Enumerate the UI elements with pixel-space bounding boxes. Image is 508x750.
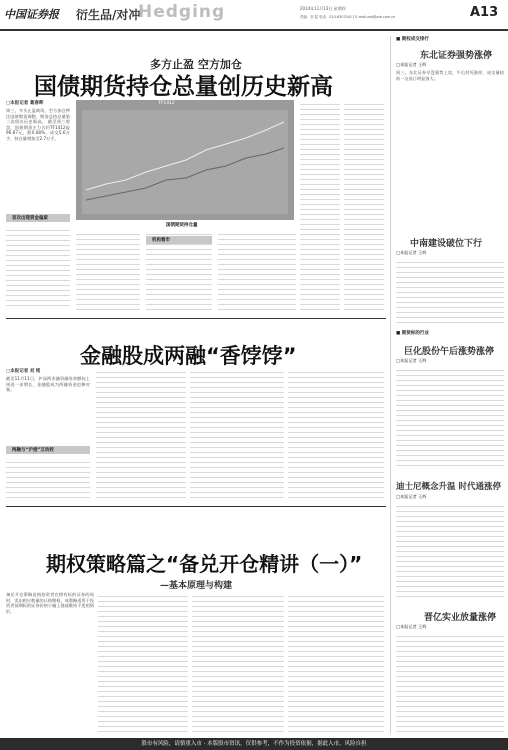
main-col-1b bbox=[6, 226, 70, 306]
section-name: 衍生品/对冲 bbox=[76, 8, 141, 22]
options-col-1 bbox=[6, 592, 94, 732]
chart-caption: 国债期货持仓量 bbox=[166, 223, 198, 228]
main-byline: □本报记者 葛春晖 bbox=[6, 101, 44, 106]
sidebar-item-2-byline: □本报记者 王辉 bbox=[396, 250, 427, 255]
options-col-4 bbox=[288, 592, 384, 732]
masthead bbox=[0, 0, 508, 30]
sidebar-item-1-byline: □本报记者 王辉 bbox=[396, 62, 427, 67]
main-body-b: 截至周三收盘，国债期货主力合约TF1412报96.87元，跌0.08%，成交5.6万手，持仓量增加至2.7万手。 bbox=[6, 119, 70, 141]
page-number: A13 bbox=[470, 5, 499, 20]
sidebar-item-2-title: 中南建设破位下行 bbox=[410, 239, 483, 249]
sidebar-item-1-body bbox=[396, 70, 504, 220]
options-subtitle: —基本原理与构建 bbox=[160, 581, 233, 591]
gold-bottom-rule bbox=[6, 506, 386, 507]
section-name-en: Hedging bbox=[138, 2, 226, 22]
gold-byline: □本报记者 刘 铭 bbox=[6, 369, 41, 374]
footer-disclaimer: 股市有风险，请慎重入市 · 本版股市资讯，仅供参考，不作为投资依据，据此入市，风险自担 bbox=[0, 738, 508, 750]
main-subhead-1: 首次出现资金偏紧 bbox=[12, 216, 48, 221]
sidebar-item-4-byline: □本报记者 王辉 bbox=[396, 494, 427, 499]
sidebar-item-3-byline: □本报记者 王辉 bbox=[396, 358, 427, 363]
chart-graphic bbox=[76, 100, 294, 220]
main-kicker: 多方止盈 空方加仓 bbox=[150, 58, 242, 71]
sidebar-item-2-body bbox=[396, 258, 504, 324]
sidebar-tag-1: ■ 期权成交排行 bbox=[396, 37, 429, 42]
main-body-a: 周三，多头止盈离场，空方加仓押注国债期货调整，期货总持仓量第二次创出历史新高。 bbox=[6, 108, 70, 125]
gold-col-3 bbox=[190, 368, 284, 498]
sidebar-item-4-title: 迪士尼概念升温 时代通涨停 bbox=[396, 482, 501, 492]
gold-col-1 bbox=[6, 376, 90, 442]
options-col-3 bbox=[192, 592, 284, 732]
main-col-5 bbox=[300, 100, 340, 310]
gold-col-4 bbox=[288, 368, 384, 498]
main-bottom-rule bbox=[6, 318, 386, 319]
sidebar-item-3-body bbox=[396, 366, 504, 466]
options-body: 备兑开仓策略是指投资者在拥有标的证券的同时，卖出相应数量的认购期权。该策略适用于投资者预期标的证券价格小幅上涨或维持不变的情形。 bbox=[6, 592, 94, 614]
options-headline: 期权策略篇之“备兑开仓精讲（一）” bbox=[46, 552, 363, 576]
chart-panel bbox=[76, 100, 294, 220]
gold-subhead: 两融与“沪港”互动较 bbox=[12, 448, 54, 453]
editor-line: 责编：刘 铭 电话：010-63070411 E-mail:zzb@zzb.com.cn bbox=[300, 15, 396, 19]
gold-col-2 bbox=[96, 368, 186, 498]
sidebar-item-5-title: 晋亿实业放量涨停 bbox=[424, 613, 497, 623]
sidebar-item-5-body bbox=[396, 632, 504, 732]
sidebar-item-1-title: 东北证券强势涨停 bbox=[420, 51, 493, 61]
gold-col-1b bbox=[6, 458, 90, 498]
sidebar-item-4-body bbox=[396, 502, 504, 598]
sidebar-divider bbox=[390, 36, 391, 734]
main-col-1 bbox=[6, 108, 70, 208]
edition-meta: 2014年11月13日 星期四 bbox=[300, 6, 346, 11]
sidebar-tag-2: ■ 期货标的行业 bbox=[396, 331, 429, 336]
main-col-4 bbox=[218, 230, 296, 310]
header-rule bbox=[0, 29, 508, 31]
sidebar-item-3-title: 巨化股份午后涨势涨停 bbox=[404, 347, 495, 357]
gold-body: 截至11月11日，沪深两市融资融券余额较上周进一步增长，金融股成为两融资金追捧对象。 bbox=[6, 376, 90, 393]
main-subhead-2: 机构看市 bbox=[152, 238, 170, 243]
sidebar-body: 周三，东北证券早盘强势上攻，午后封死涨停，成交量较前一交易日明显放大。 bbox=[396, 70, 504, 81]
options-col-2 bbox=[98, 592, 188, 732]
chart-title: TF1412 bbox=[158, 101, 175, 106]
gold-headline: 金融股成两融“香饽饽” bbox=[80, 344, 297, 368]
paper-name: 中国证券报 bbox=[4, 8, 59, 21]
main-col-2 bbox=[76, 230, 140, 310]
main-headline: 国债期货持仓总量创历史新高 bbox=[34, 74, 333, 100]
sidebar-item-5-byline: □本报记者 王辉 bbox=[396, 624, 427, 629]
main-col-6 bbox=[344, 100, 384, 310]
